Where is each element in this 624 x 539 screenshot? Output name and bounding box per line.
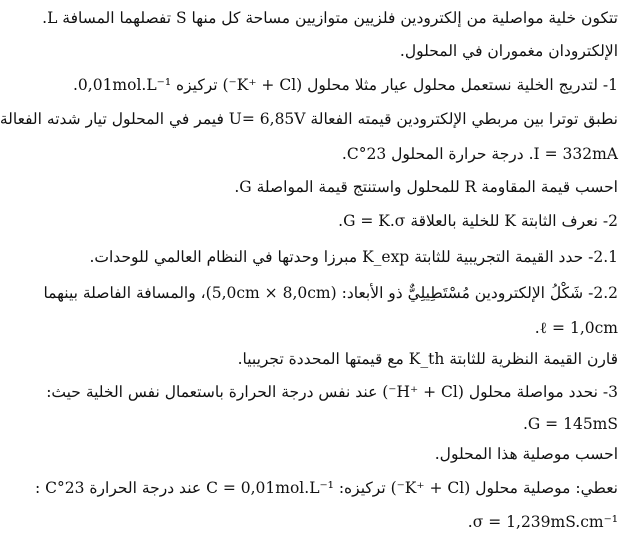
- text-line-q2-2: 2.2- شَكْلُ الإلكترودين مُسْتَطِيلِيٌّ ذو الأبعاد: (5,0cm × 8,0cm)، والمسافة الفاصلة بينهما: [43, 284, 618, 302]
- text-line-q2: 2- نعرف الثابتة K للخلية بالعلاقة G = K.σ.: [338, 212, 618, 230]
- text-line-q2-2-task: قارن القيمة النظرية للثابتة K_th مع قيمتها المحددة تجريبيا.: [237, 350, 618, 368]
- text-line-q1-current: I = 332mA. درجة حرارة المحلول 23°C.: [341, 145, 618, 163]
- text-line-q3-task: احسب موصلية هذا المحلول.: [434, 445, 618, 463]
- text-line-q2-2-distance: ℓ = 1,0cm.: [534, 319, 618, 337]
- text-line-q1-voltage: نطبق توترا بين مربطي الإلكترودين قيمته الفعالة U= 6,85V فيمر في المحلول تيار شدته الفعالة: [0, 110, 618, 128]
- text-line-q3-conductance: G = 145mS.: [522, 415, 618, 433]
- text-line-electrodes: الإلكترودان مغموران في المحلول.: [399, 42, 618, 60]
- text-line-given-sigma: σ = 1,239mS.cm⁻¹.: [467, 513, 618, 531]
- text-line-given: نعطي: موصلية محلول (K⁺ + Cl⁻) تركيزه: C = 0,01mol.L⁻¹ عند درجة الحرارة 23°C :: [34, 479, 618, 497]
- text-line-q3: 3- نحدد مواصلة محلول (H⁺ + Cl⁻) عند نفس درجة الحرارة باستعمال نفس الخلية حيث:: [46, 383, 618, 401]
- text-line-intro: تتكون خلية مواصلية من إلكترودين فلزيين متوازيين مساحة كل منها S تفصلهما المسافة L.: [42, 9, 618, 27]
- text-line-q1-task: احسب قيمة المقاومة R للمحلول واستنتج قيمة المواصلة G.: [234, 178, 618, 196]
- text-line-q1-calibration: 1- لتدريج الخلية نستعمل محلول عيار مثلا محلول (K⁺ + Cl⁻) تركيزه 0,01mol.L⁻¹.: [72, 76, 618, 94]
- text-line-q2-1: 2.1- حدد القيمة التجريبية للثابتة K_exp مبرزا وحدتها في النظام العالمي للوحدات.: [89, 248, 618, 266]
